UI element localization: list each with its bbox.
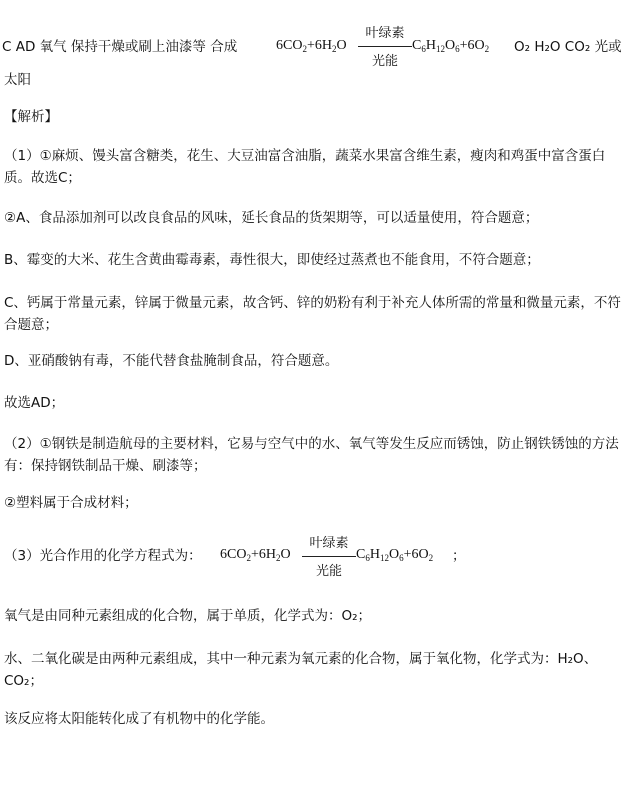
condition-bottom: 光能 [371,54,398,69]
paragraph-9-suffix: ； [452,548,466,564]
paragraph-11: 水、二氧化碳是由两种元素组成，其中一种元素为氧元素的化合物，属于氧化物，化学式为：H₂O、CO₂； [4,651,598,689]
equation2-left [220,547,291,563]
eq-sub: 12 [435,44,445,54]
equation-bar [358,46,412,47]
eq-sub: 6 [455,44,460,54]
condition2-top: 叶绿素 [309,536,349,551]
eq-6o: +6O [403,547,429,562]
condition-top: 叶绿素 [365,26,405,41]
paragraph-6: 故选AD； [4,395,65,411]
answer-tail-text: O₂ H₂O CO₂ 光或 [514,39,622,55]
condition2-bottom: 光能 [315,564,342,579]
paragraph-1: （1）①麻烦、馒头富含糖类，花生、大豆油富含油脂，蔬菜水果富含维生素，瘦肉和鸡蛋中富含蛋白质。故选C； [4,148,606,186]
eq-sub: 6 [421,44,426,54]
analysis-heading: 【解析】 [4,109,58,125]
eq-left-6h: +6H [306,38,332,53]
eq-sub: 2 [275,553,281,563]
paragraph-10: 氧气是由同种元素组成的化合物，属于单质，化学式为：O₂； [4,608,372,624]
eq-left-o: O [336,38,347,53]
eq-sub: 2 [331,44,337,54]
eq-left-6co: 6CO [220,547,247,562]
eq-c: C [356,547,366,562]
eq-sub: 6 [365,553,370,563]
paragraph-7: （2）①钢铁是制造航母的主要材料，它易与空气中的水、氧气等发生反应而锈蚀，防止钢铁锈蚀的方法有：保持钢铁制品干燥、刷漆等； [4,436,619,474]
paragraph-3: B、霉变的大米、花生含黄曲霉毒素，毒性很大，即使经过蒸煮也不能食用，不符合题意； [4,252,540,268]
eq-sub: 2 [302,44,307,54]
equation-right [412,38,489,54]
eq-o: O [444,38,456,53]
eq-h: H [425,38,436,53]
eq-left-o: O [280,547,291,562]
eq-6o: +6O [459,38,485,53]
eq-c: C [412,38,422,53]
eq-sub: 2 [428,553,434,563]
eq-h: H [369,547,380,562]
eq-sub: 12 [379,553,389,563]
equation-left [276,38,347,54]
paragraph-8: ②塑料属于合成材料； [4,495,138,511]
answer-line2: 太阳 [4,72,31,88]
eq-sub: 2 [484,44,490,54]
paragraph-4: C、钙属于常量元素，锌属于微量元素，故含钙、锌的奶粉有利于补充人体所需的常量和微量元素，不符合题意； [4,295,621,333]
answer-prefix-text: C AD 氧气 保持干燥或刷上油漆等 合成 [2,39,238,55]
p9-prefix-text: （3）光合作用的化学方程式为： [4,548,202,564]
eq-o: O [388,547,400,562]
equation2-bar [302,556,356,557]
eq-sub: 2 [246,553,251,563]
paragraph-12: 该反应将太阳能转化成了有机物中的化学能。 [4,711,274,727]
paragraph-2: ②A、食品添加剂可以改良食品的风味，延长食品的货架期等，可以适量使用，符合题意； [4,210,539,226]
eq-sub: 6 [399,553,404,563]
equation2-right [356,547,433,563]
answer-tail [514,36,624,58]
eq-left-6co: 6CO [276,38,303,53]
eq-left-6h: +6H [250,547,276,562]
paragraph-5: D、亚硝酸钠有毒，不能代替食盐腌制食品，符合题意。 [4,353,339,369]
